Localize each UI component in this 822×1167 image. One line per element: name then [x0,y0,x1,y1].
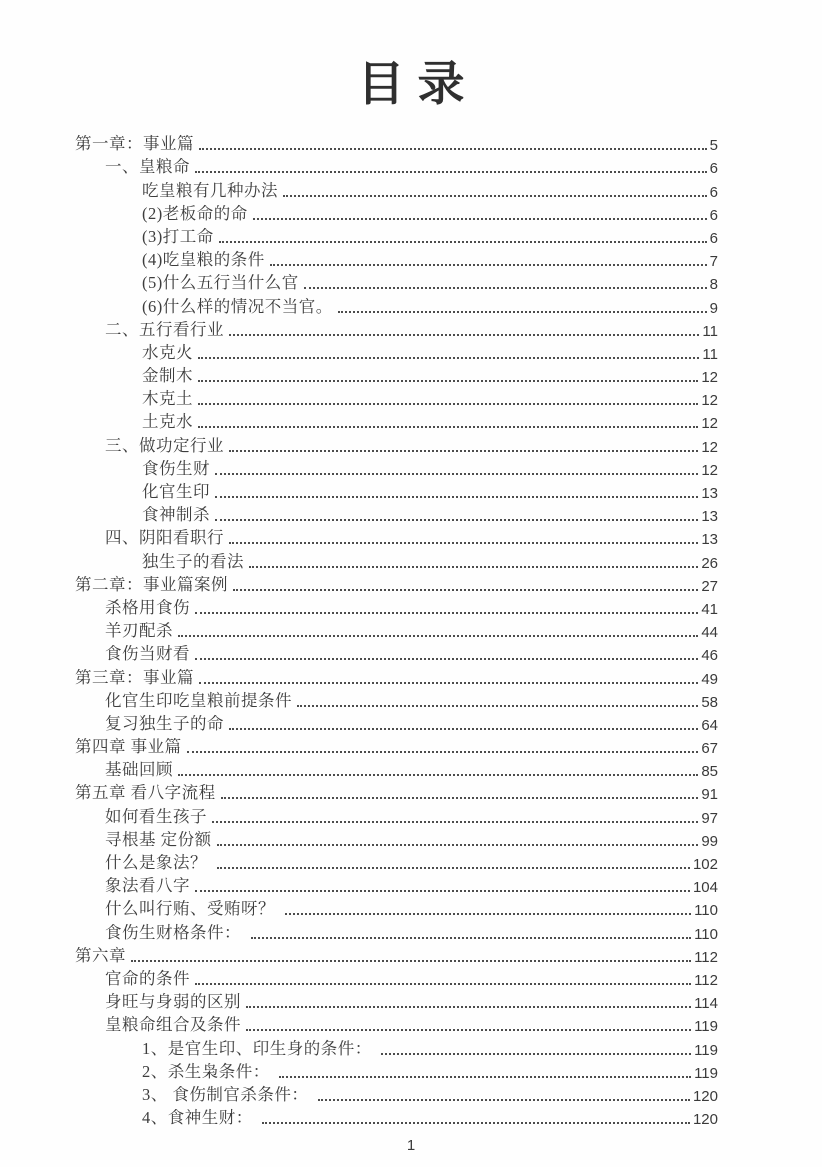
toc-entry-page-number: 11 [702,322,718,340]
toc-entry-label: 什么是象法？ [105,853,212,872]
toc-dot-leader [283,195,707,197]
toc-entry-label: 寻根基 定份额 [105,829,212,849]
toc-entry [75,1105,718,1128]
toc-entry-label: 三、做功定行业 [105,435,224,455]
toc-dot-leader [285,913,691,915]
toc-entry-page-number: 11 [702,345,718,363]
toc-dot-leader [249,566,698,568]
toc-dot-leader [215,519,698,521]
toc-entry [75,1082,718,1105]
toc-entry-page-number: 13 [701,485,718,502]
toc-entry-label: 食神制杀 [142,505,210,525]
toc-dot-leader [229,334,699,336]
toc-entry [75,943,718,966]
toc-entry [75,664,718,687]
toc-entry-label: 第三章：事业篇 [75,667,194,687]
toc-entry-page-number: 97 [701,809,718,827]
page-title: 目录 [357,59,478,111]
toc-entry [75,502,718,525]
toc-entry-page-number: 64 [701,716,718,734]
toc-entry-page-number: 12 [701,438,718,456]
toc-entry-label: 第五章 看八字流程 [75,783,216,803]
toc-dot-leader [253,218,707,220]
toc-entry-page-number: 119 [694,1064,718,1082]
toc-entry-page-number: 8 [709,276,718,294]
toc-entry-label: 什么叫行贿、受贿呀？ [105,899,280,919]
toc-entry-label: 3、 食伤制官杀条件： [142,1084,313,1104]
toc-dot-leader [215,496,698,498]
toc-entry [75,224,718,247]
toc-entry-label: 皇粮命组合及条件 [105,1015,241,1035]
toc-entry-page-number: 119 [694,1018,718,1036]
toc-entry-page-number: 12 [701,392,718,410]
toc-entry-page-number: 27 [701,577,718,595]
footer-page-number: 1 [406,1137,416,1154]
toc-entry-label: (3)打工命 [142,226,214,246]
toc-entry-page-number: 44 [701,624,718,642]
toc-dot-leader [199,682,698,684]
toc-entry-label: 第六章 [75,945,126,965]
toc-entry-page-number: 110 [694,925,718,943]
toc-entry-page-number: 7 [709,253,718,271]
toc-entry-page-number: 67 [701,740,718,758]
toc-entry-page-number: 12 [701,369,718,387]
toc-entry-page-number: 41 [701,600,718,618]
toc-entry [75,1059,718,1082]
toc-entry-label: 独生子的看法 [142,551,244,571]
toc-dot-leader [229,450,698,452]
toc-entry-label: 金制木 [142,366,193,386]
toc-entry-label: 第一章：事业篇 [75,134,194,154]
toc-entry-page-number: 6 [709,206,718,224]
toc-dot-leader [297,705,698,707]
toc-entry-page-number: 114 [694,995,718,1013]
toc-dot-leader [381,1053,691,1055]
toc-dot-leader [195,658,698,660]
toc-entry-label: 第二章：事业篇案例 [75,574,228,594]
toc-entry-label: 二、五行看行业 [105,319,224,339]
toc-entry-label: (6)什么样的情况不当官。 [142,296,333,316]
toc-entry-page-number: 85 [701,763,718,781]
toc-entry [75,827,718,850]
toc-entry-page-number: 9 [709,299,718,317]
toc-entry [75,734,718,757]
toc-entry-label: 身旺与身弱的区别 [105,992,241,1012]
toc-entry [75,293,718,316]
toc-dot-leader [270,264,707,266]
toc-entry [75,131,718,154]
toc-entry [75,548,718,571]
toc-dot-leader [195,612,698,614]
toc-dot-leader [199,148,707,150]
toc-dot-leader [251,937,691,939]
toc-entry [75,456,718,479]
toc-dot-leader [215,473,698,475]
toc-dot-leader [233,589,698,591]
toc-entry-label: 羊刃配杀 [105,621,173,641]
toc-entry [75,201,718,224]
toc-entry-page-number: 6 [709,229,718,247]
toc-entry-label: 1、是官生印、印生身的条件： [142,1038,377,1058]
toc-entry [75,873,718,896]
toc-entry-page-number: 110 [694,902,718,920]
toc-dot-leader [279,1076,691,1078]
toc-entry-label: 如何看生孩子 [105,806,207,826]
toc-dot-leader [198,357,699,359]
toc-entry-label: 象法看八字 [105,876,190,896]
toc-dot-leader [198,426,698,428]
toc-entry [75,989,718,1012]
toc-entry-label: 食伤生财 [142,458,210,478]
toc-entry-label: 一、皇粮命 [105,157,190,177]
toc-entry-label: 官命的条件 [105,968,190,988]
toc-dot-leader [246,1006,691,1008]
toc-entry [75,850,718,873]
toc-entry-page-number: 5 [709,137,718,155]
toc-entry [75,340,718,363]
toc [75,131,718,1128]
toc-entry-label: 四、阴阳看职行 [105,528,224,548]
toc-entry [75,247,718,270]
toc-entry [75,595,718,618]
toc-entry-label: 基础回顾 [105,760,173,780]
toc-dot-leader [338,311,707,313]
toc-entry-page-number: 13 [701,508,718,526]
toc-entry [75,363,718,386]
toc-entry-label: 木克土 [142,389,193,409]
toc-entry [75,966,718,989]
toc-entry-page-number: 91 [701,786,718,804]
toc-entry [75,618,718,641]
toc-entry [75,154,718,177]
toc-dot-leader [229,542,698,544]
toc-entry-page-number: 58 [701,693,718,711]
toc-dot-leader [262,1122,690,1124]
toc-entry-page-number: 46 [701,647,718,665]
toc-entry [75,803,718,826]
toc-entry [75,572,718,595]
toc-entry-label: 吃皇粮有几种办法 [142,180,278,200]
toc-entry [75,641,718,664]
toc-entry [75,896,718,919]
toc-entry-label: 土克水 [142,412,193,432]
toc-entry-label: 食伤当财看 [105,644,190,664]
toc-dot-leader [304,287,707,289]
toc-dot-leader [178,635,698,637]
toc-entry-page-number: 112 [694,971,718,989]
toc-entry-page-number: 120 [692,1111,718,1129]
toc-entry-page-number: 26 [701,554,718,572]
toc-entry-page-number: 112 [694,948,718,966]
toc-entry [75,409,718,432]
toc-entry-label: 食伤生财格条件： [105,922,246,942]
toc-entry [75,1012,718,1035]
toc-dot-leader [219,241,707,243]
toc-entry [75,688,718,711]
toc-dot-leader [187,751,699,753]
toc-dot-leader [178,774,698,776]
toc-dot-leader [195,890,690,892]
toc-entry-page-number: 6 [709,160,718,178]
toc-dot-leader [217,844,699,846]
toc-dot-leader [246,1029,691,1031]
toc-entry [75,711,718,734]
toc-entry-page-number: 119 [694,1041,718,1059]
toc-entry [75,177,718,200]
toc-entry-page-number: 104 [692,879,718,897]
toc-entry [75,386,718,409]
toc-entry-page-number: 99 [701,832,718,850]
toc-dot-leader [198,403,698,405]
toc-entry-page-number: 13 [701,531,718,549]
toc-dot-leader [131,960,691,962]
toc-entry-label: 复习独生子的命 [105,713,224,733]
toc-entry-page-number: 49 [701,670,718,688]
toc-entry-page-number: 6 [709,183,718,201]
toc-entry-label: 化官生印 [142,482,210,501]
toc-entry [75,479,718,502]
toc-entry-page-number: 102 [692,856,718,873]
toc-dot-leader [195,983,691,985]
toc-entry-label: 化官生印吃皇粮前提条件 [105,690,292,710]
toc-entry [75,317,718,340]
toc-entry [75,757,718,780]
toc-entry-label: 2、杀生枭条件： [142,1061,275,1081]
toc-entry-label: 4、食神生财： [142,1108,258,1128]
toc-entry-label: (4)吃皇粮的条件 [142,250,265,270]
toc-entry-label: 杀格用食伤 [105,597,190,617]
toc-dot-leader [221,797,699,799]
toc-entry-label: (5)什么五行当什么官 [142,273,299,293]
toc-dot-leader [318,1099,690,1101]
toc-entry-label: (2)老板命的命 [142,203,248,223]
toc-entry-label: 第四章 事业篇 [75,737,182,757]
toc-entry [75,780,718,803]
toc-entry [75,432,718,455]
toc-entry [75,1035,718,1058]
toc-entry-page-number: 12 [701,415,718,433]
toc-dot-leader [195,171,707,173]
toc-entry-label: 水克火 [142,342,193,362]
toc-dot-leader [198,380,698,382]
toc-entry [75,270,718,293]
toc-entry-page-number: 120 [692,1087,718,1105]
toc-entry [75,525,718,548]
toc-dot-leader [217,867,690,869]
toc-dot-leader [212,821,698,823]
toc-entry [75,919,718,942]
toc-entry-page-number: 12 [701,461,718,479]
toc-dot-leader [229,728,698,730]
